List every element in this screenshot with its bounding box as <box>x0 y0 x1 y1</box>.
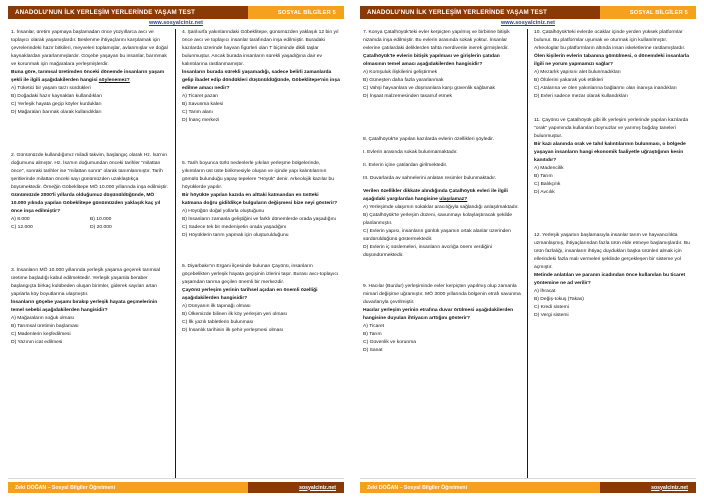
page-2-right-column <box>528 29 696 478</box>
question-7-option-a[interactable]: A) Komşuluk ilişkilerini geliştirmek <box>363 70 438 76</box>
question-12-option-d[interactable]: D) Vergi sistemi <box>534 313 569 319</box>
header-subject: SOSYAL BİLGİLER 5 <box>248 6 344 19</box>
question-12-option-c[interactable]: C) Kredi sistemi <box>534 305 569 311</box>
question-4-prompt: İnsanların burada sürekli yaşamadığı, sadece belirli zamanlarda gelip ibadet edip döndükleri düşünüldüğünde, Göbeklitepe'nin inşa edilme amacı nedir? <box>182 70 340 92</box>
question-1 <box>11 29 169 117</box>
question-10-option-c[interactable]: C) Atalarına ve ölen yakınlarına bağlanmı olan inanışa inandıkları <box>534 86 677 92</box>
question-10 <box>534 29 692 101</box>
question-8-roman-2: II. Evlerin içine çatılardan girilmektedir. <box>363 163 448 169</box>
question-11-prompt <box>534 141 692 165</box>
header-website-link-2[interactable]: www.sosyalciniz.net <box>500 20 556 26</box>
question-8-option-a[interactable]: A) Yerleşimde ulaşımın sokaklar aracılığıyla sağlandığı anlaşılmaktadır. <box>363 204 519 210</box>
page-1-footer-banner <box>8 482 344 493</box>
question-5-option-a[interactable]: A) Höyüğün doğal yollarla oluştuğunu <box>182 209 265 215</box>
question-3-option-c[interactable]: C) Madenlerin keşfedilmesi <box>11 332 71 338</box>
question-12-option-a[interactable]: A) İhracat <box>534 289 556 295</box>
question-11-prompt-emphasis: kesin kanıtıdır? <box>534 150 684 164</box>
question-8-option-c[interactable]: C) Evlerin yapısı, insanların günlük yaşamın ortak alanlar üzerinden sürdürüldüğünü göstermektedir. <box>363 229 511 243</box>
question-9 <box>363 283 521 355</box>
question-5-stem: 5. Tarih boyunca türlü nedenlerle yıkılan yerleşme bölgelerinde, yıkıntıların üst üste birikmesiyle oluşan ve içinde yapı kalıntılarının gömülü bulunduğu yapay tepelere "Höyük" denir. Arkeolojik kazılar bu höyüklerde yapılır. <box>182 161 334 191</box>
question-11-stem: 11. Çayönü ve Çatalhöyük gibi ilk yerleşim yerlerinde yapılan kazılarda "orak" yapımında kullanılan boynuzlar ve yarımış buğday taneleri bulunmuştur. <box>534 118 689 140</box>
question-12-stem: 12. Yerleşik yaşamın başlamasıyla insanlar tarım ve hayvancılıkta uzmanlaşmış, ihtiyaçlarından fazla ürün elde etmeye başlamışlardır. Bu ürün fazlalığı, insanların ihtiyaç duydukları başka ürünleri almak için ellerindeki fazla malı vermeleri şeklinde gerçekleşen bir sisteme yol açmıştır. <box>534 233 690 271</box>
question-1-prompt-emphasis: söylenemez? <box>98 78 130 84</box>
question-5-options <box>182 208 340 240</box>
question-10-stem: 10. Çatalhöyük'teki evlerde ocaklar içinde yerden yüksek platformlar bulunur. Bu platformlar uyumak ve oturmak için kullanılmıştır. Arkeologlar bu platformların altında insan iskeletlerine rastlamışlardır. <box>534 30 686 52</box>
question-6-option-a[interactable]: A) Dünyanın ilk tapınağı olması <box>182 304 251 310</box>
question-4-option-d[interactable]: D) İnanç merkezi <box>182 118 220 124</box>
question-12-options <box>534 288 692 320</box>
question-7-option-b[interactable]: B) Güneşten daha fazla yararlanmak <box>363 78 444 84</box>
question-12-prompt: Metinde anlatılan ve paranın icadından önce kullanılan bu ticaret yöntemine ne ad verilir? <box>534 273 686 287</box>
spacer-after-question-10 <box>534 110 692 117</box>
spacer-after-question-8 <box>363 269 521 283</box>
question-7-option-c[interactable]: C) Vahşi hayvanlara ve düşmanlara karşı güvenlik sağlamak <box>363 86 495 92</box>
page-2-footer-divider <box>360 478 696 479</box>
page-2-header-banner <box>360 6 696 19</box>
question-11-options <box>534 165 692 197</box>
page-2-left-column <box>360 29 528 478</box>
footer-website-link-2[interactable]: sosyalciniz.net <box>651 484 688 491</box>
page-1-footer-divider <box>8 478 344 479</box>
question-4-stem: 4. Şanlıurfa yakınlarındaki Göbeklitepe, günümüzden yaklaşık 12 bin yıl önce avcı ve toplayıcı insanlar tarafından inşa edilmiştir. Buradaki kazılarda üzerinde hayvan figürleri olan T biçiminde dikili taşlar bulunmuştur. Ancak burada insanların sürekli yaşadığına dair ev kalıntılarına rastlanmamıştır. <box>182 30 339 68</box>
question-2-option-c[interactable]: C) 12.000 <box>11 225 33 231</box>
header-title-2: ANADOLU'NUN İLK YERLEŞİM YERLERİNDE YAŞAM TEST <box>360 6 600 19</box>
question-1-option-a[interactable]: A) Tüketici bir yaşam tarzı sürdükleri <box>11 86 91 92</box>
question-4-options <box>182 93 340 125</box>
question-2-option-a[interactable]: A) 8.000 <box>11 217 30 223</box>
question-2-options <box>11 216 169 232</box>
spacer-after-question-4 <box>182 134 340 160</box>
question-1-stem: 1. İnsanlar, üretim yapmaya başlamadan önce yüzyıllarca avcı ve toplayıcı olarak yaşamışlardır. Beslenme ihtiyaçlarını karşılamak için çevrelerindeki hazır bitkileri, meyveleri toplamışlar, avlanmışlar ve doğal kaynaklardan yararlanmışlardır. Göçebe yaşayan bu insanlar, barınmak ve korunmak için mağaralara yerleşmişlerdir. <box>11 30 168 68</box>
footer-website[interactable] <box>248 482 344 493</box>
page-1-columns <box>8 29 344 478</box>
spacer-after-question-5 <box>182 249 340 263</box>
header-title: ANADOLU'NUN İLK YERLEŞİM YERLERİNDE YAŞAM TEST <box>8 6 248 19</box>
question-7-options <box>363 69 521 101</box>
question-10-option-a[interactable]: A) Mezarlık yapısını alet bulunmadıkları <box>534 70 621 76</box>
question-2-prompt: Günümüzde 2000'li yıllarda olduğumuz düşünüldüğünde, MÖ 10.000 yılında yapılan Göbeklitepe günümüzden yaklaşık kaç yıl önce inşa edilmiştir? <box>11 193 161 215</box>
question-10-prompt: Ölen kişilerin evlerin tabanına gömülmesi, o dönemdeki insanlarla ilgili ne yorum yapmamızı sağlar? <box>534 54 690 68</box>
question-9-option-a[interactable]: A) Ticaret <box>363 324 385 330</box>
question-3-prompt: İnsanların göçebe yaşamı bırakıp yerleşik hayata geçmelerinin temel sebebi aşağıdakilerden hangisidir? <box>11 300 158 314</box>
question-11-option-d[interactable]: D) Avcılık <box>534 190 555 196</box>
question-6-option-b[interactable]: B) Ülkemizde bilinen ilk köy yerleşim yeri olması <box>182 312 288 318</box>
spacer-after-question-2 <box>11 241 169 267</box>
question-8-roman-1: I. Evlerin arasında sokak bulunmamaktadır. <box>363 150 458 156</box>
question-5 <box>182 160 340 240</box>
question-1-prompt <box>11 69 169 85</box>
question-12 <box>534 232 692 320</box>
question-8-options <box>363 204 521 260</box>
question-2 <box>11 152 169 232</box>
question-7 <box>363 29 521 101</box>
question-11-option-b[interactable]: B) Tarım <box>534 174 553 180</box>
question-8-option-d[interactable]: D) Evlerin iç süslemeleri, insanların avcılığa önem verdiğini düşündürmektedir. <box>363 245 492 259</box>
page-1-right-column <box>176 29 344 478</box>
question-7-option-d[interactable]: D) İnşaat malzemesinden tasarruf etmek <box>363 94 452 100</box>
question-9-option-b[interactable]: B) Tarım <box>363 332 382 338</box>
question-6-prompt: Çayönü yerleşim yerinin tarihsel açıdan en önemli özelliği aşağıdakilerden hangisidir? <box>182 288 318 302</box>
footer-website-2[interactable] <box>600 482 696 493</box>
question-4-option-b[interactable]: B) Savunma kalesi <box>182 102 224 108</box>
question-9-option-d[interactable]: D) Sanat <box>363 348 383 354</box>
question-8-roman-3: III. Duvarlarda av sahnelerini anlatan resimler bulunmaktadır. <box>363 176 497 181</box>
question-6-option-d[interactable]: D) İnsanlık tarihinin ilk şehir yerleşmesi olması <box>182 328 284 334</box>
header-subject-2: SOSYAL BİLGİLER 5 <box>600 6 696 19</box>
question-10-option-b[interactable]: B) Ölülerini yakarak yok ettikleri <box>534 78 604 84</box>
footer-author-2: Zeki DOĞAN – Sosyal Bilgiler Öğretmeni <box>360 482 600 493</box>
question-11 <box>534 117 692 197</box>
question-8-stem: 8. Çatalhöyük'te yapılan kazılarda evlerin özellikleri şöyledir. <box>363 137 495 143</box>
question-9-stem: 9. Hacılar (Burdur) yerleşiminde evler kerpiçten yapılmış olup zamanla mimari değişime uğramıştır. MÖ 3000 yıllarında bölgenin etrafı savunma duvarlarıyla çevrilmiştir. <box>363 284 521 306</box>
question-3-option-b[interactable]: B) Tarımsal üretimin başlaması <box>11 324 79 330</box>
question-6-options <box>182 303 340 335</box>
question-6-option-c[interactable]: C) İlk yazılı tabletlerin bulunması <box>182 320 254 326</box>
question-4 <box>182 29 340 125</box>
question-2-option-b[interactable]: B) 10.000 <box>90 217 112 223</box>
question-10-option-d[interactable]: D) Evleri sadece mezar olarak kullandıkları <box>534 94 628 100</box>
question-1-option-d[interactable]: D) Mağaraları barınak olarak kullandıkları <box>11 110 102 116</box>
question-11-option-c[interactable]: C) Balıkçılık <box>534 182 561 188</box>
question-12-option-b[interactable]: B) Değiş-tokuş (Takas) <box>534 297 584 303</box>
question-5-prompt: Bir höyükte yapılan kazıda en alttaki katmandan en üstteki katmana doğru gidildikçe bulguların değişmesi bize neyi gösterir? <box>182 193 338 207</box>
question-8-option-b[interactable]: B) Çatalhöyük'te yerleşim düzeni, savunmayı kolaylaştıracak şekilde planlanmıştır. <box>363 213 513 227</box>
page-2-footer-banner <box>360 482 696 493</box>
page-2 <box>352 0 704 497</box>
question-7-stem: 7. Konya Çatalhöyük'teki evler kerpiçten yapılmış ve birbirine bitişik nizamda inşa edilmiştir. Bu evlerin arasında sokak yoktur. İnsanlar evlerine çatılardaki deliklerden tahta merdivenle inerek girmişlerdir. <box>363 30 510 52</box>
question-3-options <box>11 315 169 347</box>
question-10-options <box>534 69 692 101</box>
question-6-stem: 6. Diyarbakır'ın Ergani ilçesinde bulunan Çayönü, insanların göçebelikten yerleşik hayata geçişinin izlerini taşır. Burası avcı-toplayıcı yaşamdan tarıma geçilen önemli bir merkezdir. <box>182 264 339 286</box>
question-3-stem: 3. İnsanların MÖ 10.000 yıllarında yerleşik yaşama geçerek tarımsal üretime başladığı kabul edilmektedir. Yerleşik yaşamla beraber başlangıçta birkaç kulübeden oluşan birimler, giderek sayıları artan yapılarla köy boyutlarına ulaşmıştır. <box>11 268 161 298</box>
question-5-option-b[interactable]: B) İnsanların zamanla geliştiğini ve farklı dönemlerde orada yaşadığını <box>182 217 336 223</box>
page-2-columns <box>360 29 696 478</box>
question-9-options <box>363 323 521 355</box>
question-4-option-a[interactable]: A) Ticaret pazarı <box>182 94 219 100</box>
spacer-after-question-1 <box>11 126 169 152</box>
question-8-prompt-emphasis: ulaşılamaz? <box>439 196 468 202</box>
question-9-option-c[interactable]: C) Güvenlik ve korunma <box>363 340 416 346</box>
question-1-option-b[interactable]: B) Doğadaki hazır kaynakları kullandıkları <box>11 94 103 100</box>
header-website-link[interactable]: www.sosyalciniz.net <box>148 20 204 26</box>
question-1-option-c[interactable]: C) Yerleşik hayata geçip köyler kurdukları <box>11 102 102 108</box>
page-1-left-column <box>8 29 176 478</box>
question-6 <box>182 263 340 335</box>
question-8 <box>363 136 521 260</box>
question-2-option-d[interactable]: D) 20.000 <box>90 225 112 231</box>
spacer-after-question-7 <box>363 110 521 136</box>
question-11-prompt-text: Bir kazı alanında orak ve tahıl kalıntılarının bulunması, o bölgede yaşayan insanların hangi ekonomik faaliyetle uğraştığının <box>534 142 686 156</box>
question-2-stem: 2. Günümüzde kullandığımız miladi takvim, başlangıç olarak Hz. İsa'nın doğumunu almıştır. Hz. İsa'nın doğumundan önceki tarihler "milattan önce", sonraki tarihler ise "milattan sonra" olarak tanımlanmıştır. Tarih şeritlerinde milattan önceki sayı günümüzden uzaklaştıkça büyümektedir. Örneğin Göbeklitepe MÖ 10.000 yıllarında inşa edilmiştir. <box>11 153 168 191</box>
question-1-prompt-text: Buna göre, tarımsal üretimden önceki dönemde insanların yaşam şekli ile ilgili aşağıdakilerden hangisi <box>11 70 165 84</box>
question-1-options <box>11 85 169 117</box>
question-8-prompt <box>363 188 521 204</box>
question-3 <box>11 267 169 347</box>
question-11-option-a[interactable]: A) Madencilik <box>534 166 564 172</box>
question-8-prompt-text: Verilen özellikler dikkate alındığında Çatalhöyük evleri ile ilgili aşağıdaki yargılardan hangisine <box>363 188 508 202</box>
question-3-option-a[interactable]: A) Mağaraların soğuk olması <box>11 316 75 322</box>
page-1-header-banner <box>8 6 344 19</box>
question-4-option-c[interactable]: C) Tarım alanı <box>182 110 213 116</box>
footer-author: Zeki DOĞAN – Sosyal Bilgiler Öğretmeni <box>8 482 248 493</box>
question-9-prompt: Hacılar yerleşim yerinin etrafına duvar örülmesi aşağıdakilerden hangisine duyulan ihtiyacın arttığını gösterir? <box>363 308 514 322</box>
footer-website-link[interactable]: sosyalciniz.net <box>299 484 336 491</box>
question-5-option-c[interactable]: C) Sadece tek bir medeniyetin orada yaşadığını <box>182 225 287 231</box>
question-7-prompt: Çatalhöyük'te evlerin bitişik yapılması ve girişlerin çatıdan olmasının temel amacı aşağıdakilerden hangisidir? <box>363 54 500 68</box>
spacer-after-question-11 <box>534 206 692 232</box>
question-3-option-d[interactable]: D) Yazının icat edilmesi <box>11 340 63 346</box>
question-5-option-d[interactable]: D) Höyüklerin tarım yapmak için oluşturulduğunu <box>182 233 289 239</box>
